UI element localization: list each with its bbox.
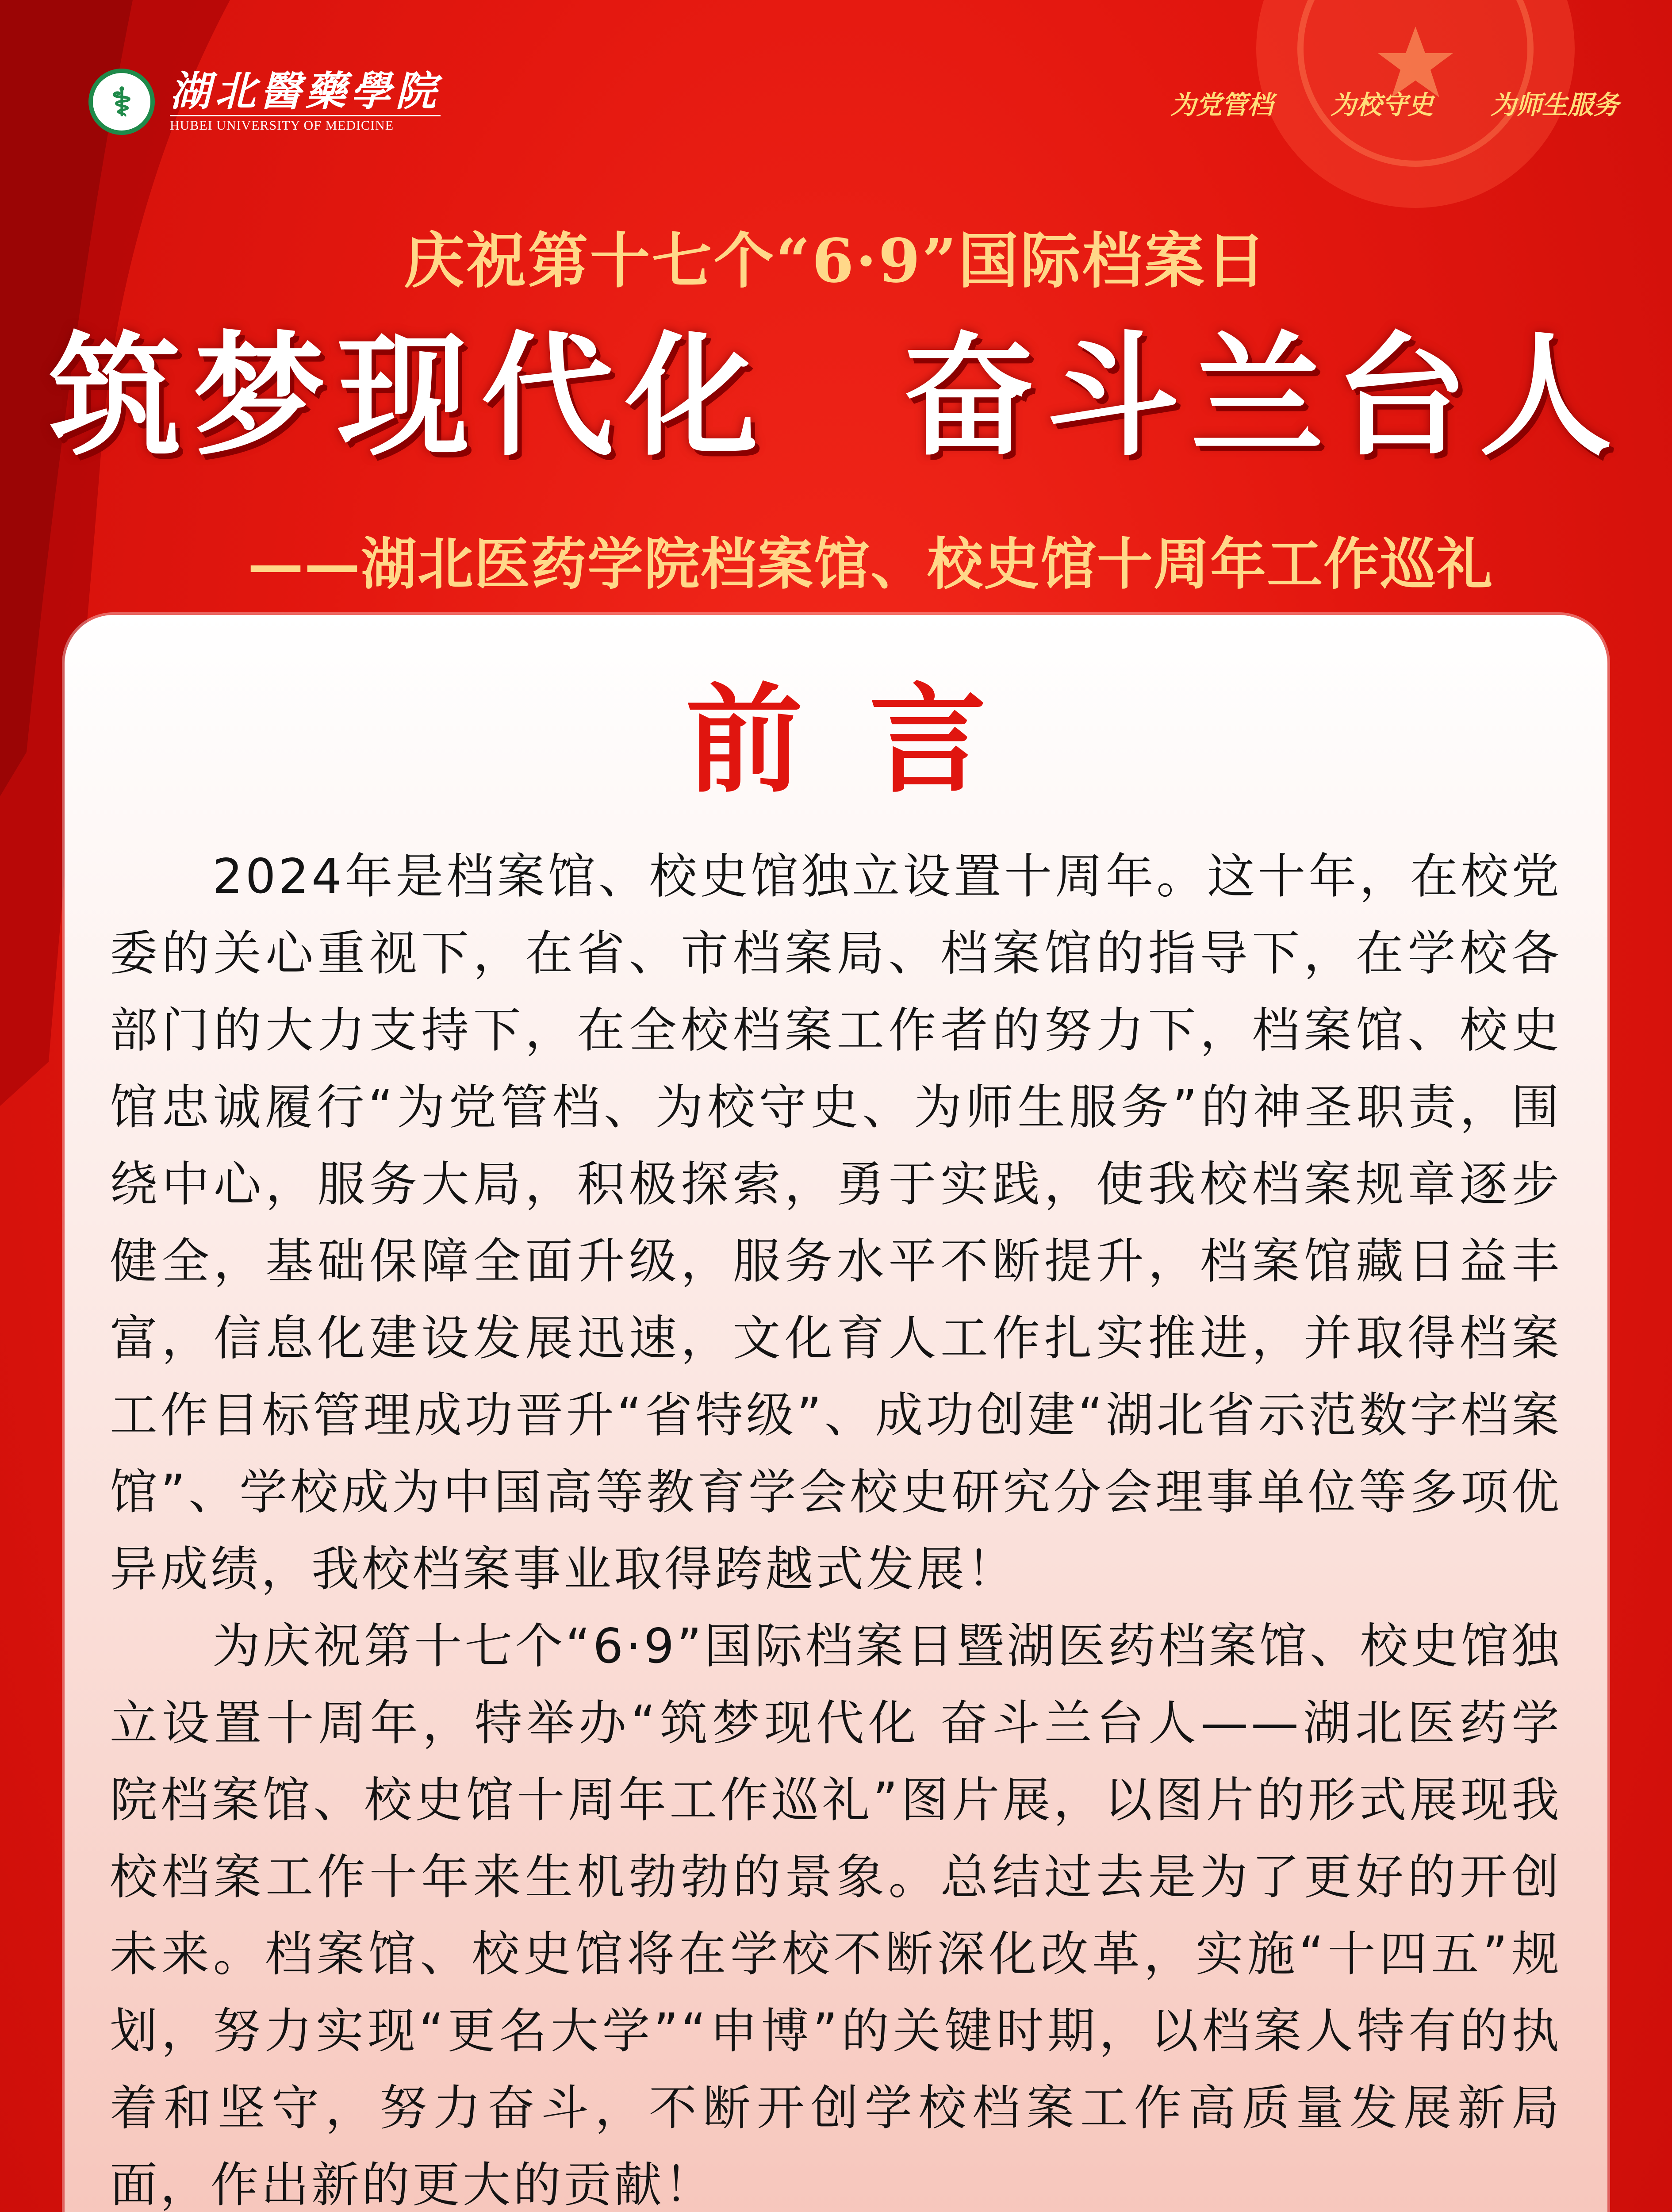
slogan-3: 为师生服务	[1490, 90, 1619, 120]
preface-heading: 前言	[686, 671, 1053, 809]
preface-body	[110, 838, 1562, 2212]
logo-text	[170, 67, 441, 133]
logo-name-cn: 湖北醫藥學院	[170, 67, 441, 115]
slogan-1: 为党管档	[1170, 90, 1273, 120]
university-logo	[88, 69, 441, 135]
slogans	[1113, 84, 1619, 121]
preface-paragraph-2: 为庆祝第十七个“6·9”国际档案日暨湖医药档案馆、校史馆独立设置十周年，特举办“筑梦现代化 奋斗兰台人——湖北医药学院档案馆、校史馆十周年工作巡礼”图片展，以图片的形式展现我校档案工作十年来生机勃勃的景象。总结过去是为了更好的开创未来。档案馆、校史馆将在学校不断深化改革，实施“十四五”规划，努力实现“更名大学”“申博”的关键时期，以档案人特有的执着和坚守，努力奋斗，不断开创学校档案工作高质量发展新局面，作出新的更大的贡献！	[110, 1619, 1562, 2212]
main-title: 筑梦现代化 奋斗兰台人	[48, 318, 1624, 474]
logo-name-en: HUBEI UNIVERSITY OF MEDICINE	[170, 115, 441, 133]
preface-panel	[65, 615, 1607, 2212]
exhibition-subtitle: ——湖北医药学院档案馆、校史馆十周年工作巡礼	[248, 531, 1493, 597]
caduceus-emblem-icon: ⚕	[88, 69, 155, 135]
preface-paragraph-1: 2024年是档案馆、校史馆独立设置十周年。这十年，在校党委的关心重视下，在省、市档案局、档案馆的指导下，在学校各部门的大力支持下，在全校档案工作者的努力下，档案馆、校史馆忠诚履行“为党管档、为校守史、为师生服务”的神圣职责，围绕中心，服务大局，积极探索，勇于实践，使我校档案规章逐步健全，基础保障全面升级，服务水平不断提升，档案馆藏日益丰富，信息化建设发展迅速，文化育人工作扎实推进，并取得档案工作目标管理成功晋升“省特级”、成功创建“湖北省示范数字档案馆”、学校成为中国高等教育学会校史研究分会理事单位等多项优异成绩，我校档案事业取得跨越式发展！	[110, 849, 1562, 1597]
event-title: 庆祝第十七个“6·9”国际档案日	[404, 226, 1268, 296]
slogan-2: 为校守史	[1330, 90, 1433, 120]
